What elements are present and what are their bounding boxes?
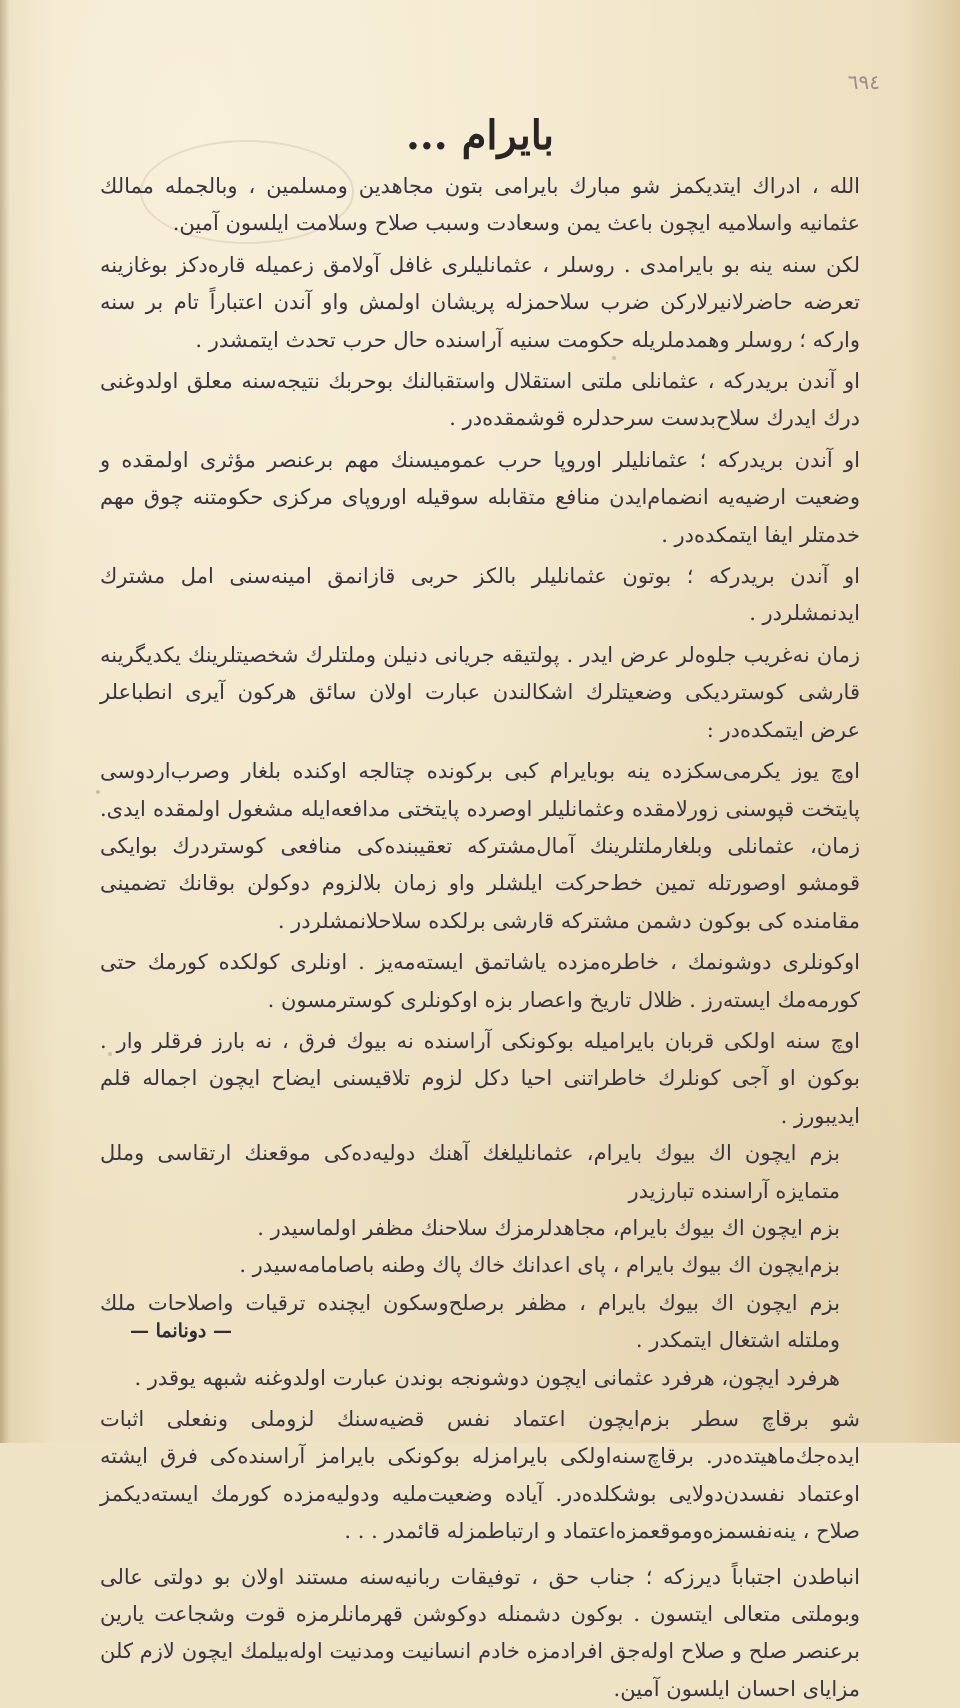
paragraph: او آندن بریدركه ، عثمانلی ملتی استقلال واستقبالنك بوحربك نتیجه‌سنه معلق اولدوغنی درك ایدرك سلاح‌بدست سرحدلره قوشمقده‌در . [100,369,860,431]
paragraph: او آندن بریدركه ؛ بوتون عثمانلیلر بالكز حربی قازانمق امینه‌سنی امل مشترك ایدنمشلردر . [100,564,860,626]
paragraph: لكن سنه ینه بو بایرامدی . روسلر ، عثمانلیلری غافل آولامق زعمیله قاره‌دكز بوغازینه تعرضه حاضرلانیرلاركن ضرب سلاحمزله پریشان اولمش واو آندن اعتباراً تام بر سنه واركه ؛ روسلر وهمدملریله حكومت سنیه آراسنده حال حرب تحدث ایتمشدر . [100,252,860,352]
article-title: بایرام ... [405,112,555,159]
article-body [100,168,860,1708]
page-number: ٦٩٤ [847,70,880,94]
paragraph: بزم ایچون اك بیوك بایرام، عثمانلیلغك آهنك دولیه‌ده‌كی موقعنك ارتقاسی وملل متمایزه آراسنده تبارزیدر [100,1141,840,1203]
paragraph: بزم‌ایچون اك بیوك بایرام ، پای اعدانك خاك پاك وطنه باصامامه‌سیدر . [239,1253,840,1278]
paragraph: اوچ یوز یكرمی‌سكز‌ده ینه بوبایرام كبی بركونده چتالجه اوكنده بلغار وصرب‌اردوسی پایتخت قپوسنی زورلامقده وعثمانلیلر اوصرده پایتختی مدافعه‌ایله مشغول اولمقده ایدی. زمان، عثمانلی وبلغارملتلرینك آمال‌مشتركه تعقیبنده‌كی منافعی كوستردرك بوایكی قومشو اوصورتله تمین خط‌حركت ایلشلر واو زمان بلالزوم دوكولن بوقانك تضمینی مقامنده كی بوكون دشمن مشتركه قارشی برلكده سلاحلانمشلردر . [100,759,860,933]
paragraph: انباطدن اجتباباً دیرزكه ؛ جناب حق ، توفیقات ربانیه‌سنه مستند اولان بو دولتی عالی وبوملتی متعالی ایتسون . بوكون دشمنله دوكوشن قهرمانلرمزه قوت وشجاعت یارین برعنصر صلح و صلاح اوله‌جق افرادمزه خادم انسانیت ومدنیت اوله‌بیلمك ایچون لازم كلن مزایای احسان ایلسون آمین. [100,1564,860,1701]
paragraph: او آندن بریدركه ؛ عثمانلیلر اوروپا حرب عمومیسنك مهم برعنصر مؤثری اولمقده و وضعیت ارضیه‌یه انضمام‌ایدن منافع متقابله سوقیله اوروپای مركزی حكومتنه چوق مهم خدمتلر ایفا ایتمكده‌در . [100,447,860,547]
paragraph: الله ، ادراك ایتدیكمز شو مبارك بایرامی بتون مجاهدین ومسلمین ، وبالجمله ممالك عثمانیه واسلامیه ایچون باعث یمن وسعادت وسبب صلاح وسلامت ایلسون آمین. [100,174,860,236]
paragraph: شو برقاچ سطر بزم‌ایچون اعتماد نفس قضیه‌سنك لزوملی ونفعلی اثبات ایده‌جك‌ماهیتده‌در. برقاچ‌سنه‌اولكی بایرامزله بوكونكی بایرامز آراسنده‌كی فرق ایشته اوعتماد نفسدن‌دولایی بوشكلده‌در. آیاده وضعیت‌ملیه ودولیه‌مزده كورمك ایسته‌دیكمز صلاح ، ینه‌نفسمزه‌وموقعمزه‌اعتماد و ارتباطمزله قائمدر . . . [100,1407,860,1544]
ink-spot [96,790,100,794]
paragraph: اوكونلری دوشونمك ، خاطره‌مزده یاشاتمق ایسته‌مه‌یز . اونلری كولكده كورمك حتی كورمه‌مك ایسته‌رز . ظلال تاریخ واعصار بزه اوكونلری كوسترمسون . [100,950,860,1012]
paragraph: اوچ سنه اولكی قربان بایرامیله بوكونكی آراسنده نه بیوك فرق ، نه بارز فرقلر وار . بوكون او آجی كونلرك خاطراتنی احیا دكل لزوم تلاقیسنی ایضاح ایچون اجماله قلم ایدیبورز . [100,1028,860,1128]
paragraph: زمان نه‌غریب جلوه‌لر عرض ایدر . پولتیقه جریانی دنیلن وملتلرك شخصیتلرینك یكدیگرینه قارشی كوستردیكی وضعیتلرك اشكالندن عبارت اولان سائق هركون آیری انطباعلر عرض ایتمكده‌در : [100,642,860,742]
ink-spot [108,1052,112,1056]
paragraph: بزم ایچون اك بیوك بایرام ، مظفر برصلح‌وسكون ایچنده ترقیات واصلاحات ملك وملتله اشتغال ایتمكدر . [100,1290,840,1353]
paragraph: بزم ایچون اك بیوك بایرام، مجاهدلرمزك سلاحنك مظفر اولماسیدر . [257,1215,840,1240]
page-binding-shadow [0,0,10,1443]
signature: — دونانما — [130,1320,233,1342]
ink-spot [612,356,616,360]
paragraph: هرفرد ایچون، هرفرد عثمانی ایچون دوشونجه بوندن عبارت اولدوغنه شبهه یوقدر . [134,1365,840,1390]
